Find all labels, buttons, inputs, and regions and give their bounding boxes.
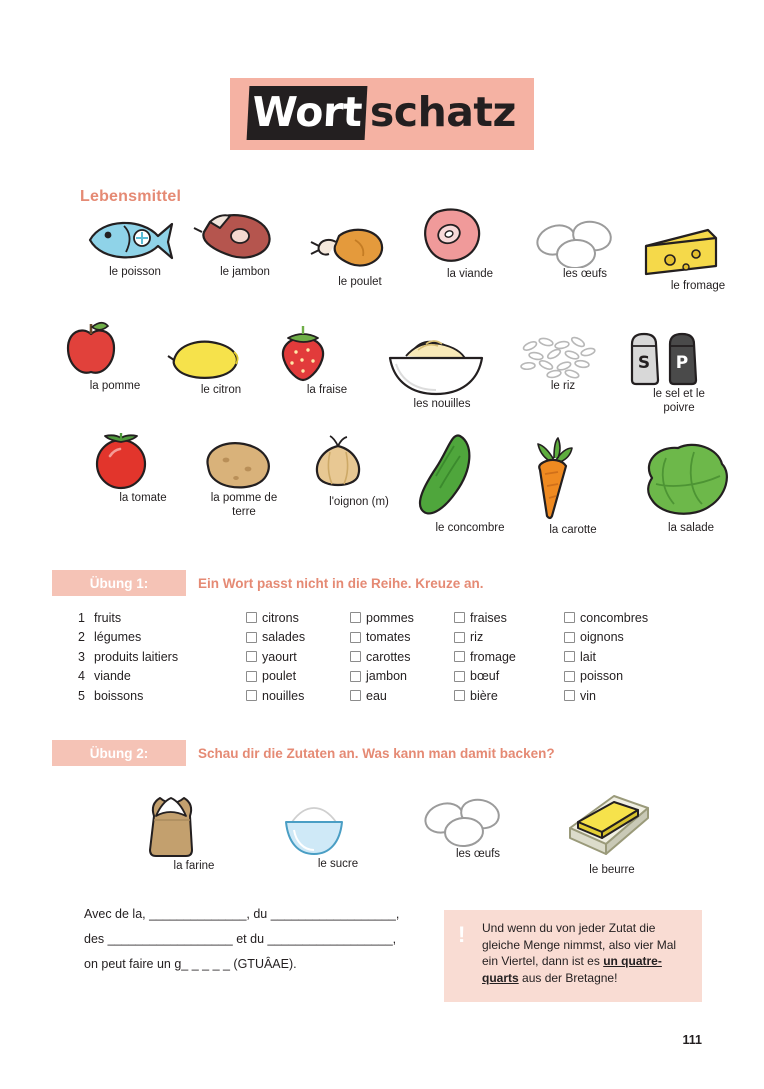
title-word-1: Wort bbox=[247, 86, 368, 140]
noodles-bowl-icon bbox=[382, 330, 502, 398]
vocab-item-le-riz bbox=[508, 328, 618, 394]
fish-icon bbox=[80, 210, 190, 266]
option-label: jambon bbox=[366, 669, 407, 684]
option-row[interactable] bbox=[454, 686, 564, 706]
vocab-item-le-poisson bbox=[80, 210, 190, 280]
option-row[interactable] bbox=[564, 647, 694, 667]
vocab-row-2 bbox=[60, 318, 720, 426]
checkbox[interactable] bbox=[350, 612, 361, 623]
option-row[interactable] bbox=[246, 628, 356, 648]
info-text-highlight: un quatre-quarts bbox=[482, 954, 662, 985]
eggs-icon bbox=[530, 218, 640, 268]
option-row[interactable] bbox=[246, 608, 356, 628]
exercise-2-instruction: Schau dir die Zutaten an. Was kann man damit backen? bbox=[198, 745, 555, 761]
row-number: 1 bbox=[78, 610, 85, 625]
vocab-label: le jambon bbox=[220, 266, 270, 278]
vocab-item-la-salade bbox=[632, 438, 750, 536]
option-label: bière bbox=[470, 688, 498, 703]
exclamation-icon: ! bbox=[458, 922, 466, 947]
row-number: 5 bbox=[78, 688, 85, 703]
checkbox[interactable] bbox=[350, 671, 361, 682]
vocab-item-la-carotte bbox=[518, 436, 628, 538]
vocab-item-la-viande bbox=[415, 206, 525, 282]
salt-pepper-icon bbox=[620, 322, 738, 388]
option-label: pommes bbox=[366, 610, 414, 625]
vocab-item-le-sel-et-le-poivre bbox=[620, 322, 738, 415]
vocab-item-la-pomme-de-terre bbox=[196, 436, 292, 519]
title-banner bbox=[230, 78, 534, 150]
tomato-icon bbox=[88, 430, 198, 492]
sentence-line-3[interactable]: on peut faire un g_ _ _ _ _ (GTUÂAE). bbox=[84, 957, 297, 971]
exercise-2-tag: Übung 2: bbox=[52, 740, 186, 766]
row-number: 2 bbox=[78, 630, 85, 645]
category-label: produits laitiers bbox=[94, 649, 179, 664]
option-row[interactable] bbox=[246, 647, 356, 667]
title-word-2: schatz bbox=[369, 88, 516, 136]
checkbox[interactable] bbox=[564, 632, 575, 643]
vocab-label: le fromage bbox=[670, 280, 726, 292]
potato-icon bbox=[196, 436, 292, 492]
list-item bbox=[78, 608, 218, 628]
vocab-label: la carotte bbox=[549, 524, 597, 536]
list-item bbox=[78, 647, 218, 667]
apple-icon bbox=[60, 318, 170, 380]
option-label: tomates bbox=[366, 630, 411, 645]
exercise-2-sentence bbox=[84, 902, 399, 977]
vocab-label: le citron bbox=[200, 384, 242, 396]
category-label: fruits bbox=[94, 610, 122, 625]
option-row[interactable] bbox=[454, 667, 564, 687]
option-label: citrons bbox=[262, 610, 299, 625]
option-row[interactable] bbox=[564, 686, 694, 706]
exercise-1-instruction: Ein Wort passt nicht in die Reihe. Kreuze an. bbox=[198, 575, 484, 591]
option-label: riz bbox=[470, 630, 484, 645]
option-row[interactable] bbox=[350, 647, 460, 667]
checkbox[interactable] bbox=[454, 632, 465, 643]
vocab-item-loignon bbox=[304, 432, 414, 510]
checkbox[interactable] bbox=[564, 690, 575, 701]
sentence-line-2[interactable]: des __________________ et du __________________, bbox=[84, 932, 397, 946]
option-row[interactable] bbox=[350, 686, 460, 706]
vocab-label: le riz bbox=[550, 380, 576, 392]
vocab-label: la tomate bbox=[119, 492, 167, 504]
exercise-1-band bbox=[52, 570, 692, 596]
option-label: bœuf bbox=[470, 669, 500, 684]
row-number: 4 bbox=[78, 669, 85, 684]
option-label: fraises bbox=[470, 610, 507, 625]
onion-icon bbox=[304, 432, 414, 496]
list-item bbox=[78, 628, 218, 648]
vocab-label: la viande bbox=[446, 268, 494, 280]
vocab-label: le poisson bbox=[109, 266, 161, 278]
option-label: salades bbox=[262, 630, 306, 645]
ingredient-le-beurre bbox=[552, 788, 672, 876]
svg-text:S: S bbox=[637, 353, 651, 373]
list-item bbox=[78, 667, 218, 687]
checkbox[interactable] bbox=[350, 632, 361, 643]
vocab-item-le-jambon bbox=[190, 208, 300, 280]
option-row[interactable] bbox=[454, 628, 564, 648]
ingredient-label: le sucre bbox=[317, 858, 359, 870]
sugar-bowl-icon bbox=[278, 792, 398, 858]
option-row[interactable] bbox=[350, 628, 460, 648]
strawberry-icon bbox=[272, 322, 382, 384]
page-number: 111 bbox=[682, 1033, 702, 1047]
option-row[interactable] bbox=[246, 667, 356, 687]
eggs-icon bbox=[418, 794, 538, 848]
ingredient-label: les œufs bbox=[455, 848, 501, 860]
vocab-item-le-fromage bbox=[638, 224, 758, 294]
option-label: vin bbox=[580, 688, 596, 703]
lettuce-icon bbox=[632, 438, 750, 522]
cucumber-icon bbox=[410, 430, 530, 522]
sentence-line-1[interactable]: Avec de la, ______________, du __________________, bbox=[84, 907, 400, 921]
row-number: 3 bbox=[78, 649, 85, 664]
chicken-leg-icon bbox=[305, 224, 415, 276]
ham-icon bbox=[190, 208, 300, 266]
checkbox[interactable] bbox=[350, 651, 361, 662]
checkbox[interactable] bbox=[454, 671, 465, 682]
exercise-1-categories bbox=[78, 608, 218, 706]
rice-icon bbox=[508, 328, 618, 380]
vocab-label: la pomme de terre bbox=[210, 492, 278, 518]
vocab-label: la fraise bbox=[306, 384, 348, 396]
list-item bbox=[78, 686, 218, 706]
category-label: boissons bbox=[94, 688, 144, 703]
section-heading: Lebensmittel bbox=[80, 188, 182, 205]
exercise-1-options-column-1 bbox=[246, 608, 356, 706]
vocab-item-les-nouilles bbox=[382, 330, 502, 412]
checkbox[interactable] bbox=[564, 612, 575, 623]
checkbox[interactable] bbox=[564, 651, 575, 662]
option-label: poisson bbox=[580, 669, 624, 684]
option-row[interactable] bbox=[350, 667, 460, 687]
exercise-1-options-column-3 bbox=[454, 608, 564, 706]
vocab-item-le-poulet bbox=[305, 224, 415, 290]
option-label: carottes bbox=[366, 649, 411, 664]
lemon-icon bbox=[166, 334, 276, 384]
butter-icon bbox=[552, 788, 672, 864]
vocab-label: les œufs bbox=[562, 268, 608, 280]
option-row[interactable] bbox=[350, 608, 460, 628]
option-label: poulet bbox=[262, 669, 297, 684]
checkbox[interactable] bbox=[246, 671, 257, 682]
ingredient-label: le beurre bbox=[589, 864, 635, 876]
carrot-icon bbox=[518, 436, 628, 524]
vocab-label: la salade bbox=[667, 522, 715, 534]
vocab-item-la-fraise bbox=[272, 322, 382, 398]
option-row[interactable] bbox=[564, 608, 694, 628]
info-text-before: Und wenn du von jeder Zutat die gleiche Menge nimmst, also vier Mal ein Viertel, dann ist es bbox=[482, 921, 677, 968]
option-label: oignons bbox=[580, 630, 624, 645]
vocab-label: le concombre bbox=[435, 522, 505, 534]
cheese-icon bbox=[638, 224, 758, 280]
vocab-label: la pomme bbox=[89, 380, 141, 392]
exercise-2-band bbox=[52, 740, 712, 766]
info-box bbox=[444, 910, 702, 1002]
category-label: légumes bbox=[94, 630, 142, 645]
vocab-item-les-oeufs bbox=[530, 218, 640, 282]
checkbox[interactable] bbox=[564, 671, 575, 682]
vocab-item-la-pomme bbox=[60, 318, 170, 394]
checkbox[interactable] bbox=[350, 690, 361, 701]
option-row[interactable] bbox=[564, 628, 694, 648]
checkbox[interactable] bbox=[246, 612, 257, 623]
checkbox[interactable] bbox=[246, 690, 257, 701]
vocab-row-1 bbox=[60, 210, 726, 302]
vocab-label: les nouilles bbox=[413, 398, 471, 410]
vocab-label: le poulet bbox=[338, 276, 382, 288]
ingredient-label: la farine bbox=[173, 860, 215, 872]
vocab-item-la-tomate bbox=[88, 430, 198, 506]
ingredient-le-sucre bbox=[278, 792, 398, 870]
option-label: yaourt bbox=[262, 649, 297, 664]
vocab-item-le-concombre bbox=[410, 430, 530, 536]
vocab-label: le sel et le poivre bbox=[653, 388, 705, 414]
option-label: fromage bbox=[470, 649, 516, 664]
exercise-1-tag: Übung 1: bbox=[52, 570, 186, 596]
vocab-row-3 bbox=[60, 430, 720, 550]
option-label: nouilles bbox=[262, 688, 305, 703]
ingredient-la-farine bbox=[134, 790, 254, 872]
option-row[interactable] bbox=[454, 608, 564, 628]
checkbox[interactable] bbox=[246, 632, 257, 643]
checkbox[interactable] bbox=[454, 651, 465, 662]
vocab-label: l'oignon (m) bbox=[329, 496, 389, 508]
checkbox[interactable] bbox=[454, 690, 465, 701]
ingredient-les-oeufs bbox=[418, 794, 538, 860]
option-row[interactable] bbox=[564, 667, 694, 687]
option-label: lait bbox=[580, 649, 596, 664]
checkbox[interactable] bbox=[454, 612, 465, 623]
page-title bbox=[0, 78, 764, 150]
checkbox[interactable] bbox=[246, 651, 257, 662]
meat-steak-icon bbox=[415, 206, 525, 268]
exercise-1-options-column-2 bbox=[350, 608, 460, 706]
option-row[interactable] bbox=[454, 647, 564, 667]
svg-text:P: P bbox=[675, 353, 689, 373]
vocab-item-le-citron bbox=[166, 334, 276, 398]
exercise-1-options-column-4 bbox=[564, 608, 694, 706]
option-row[interactable] bbox=[246, 686, 356, 706]
option-label: eau bbox=[366, 688, 387, 703]
option-label: concombres bbox=[580, 610, 649, 625]
flour-sack-icon bbox=[134, 790, 254, 860]
info-text-after: aus der Bretagne! bbox=[518, 970, 618, 985]
exercise-2-ingredients bbox=[60, 790, 720, 890]
category-label: viande bbox=[94, 669, 131, 684]
